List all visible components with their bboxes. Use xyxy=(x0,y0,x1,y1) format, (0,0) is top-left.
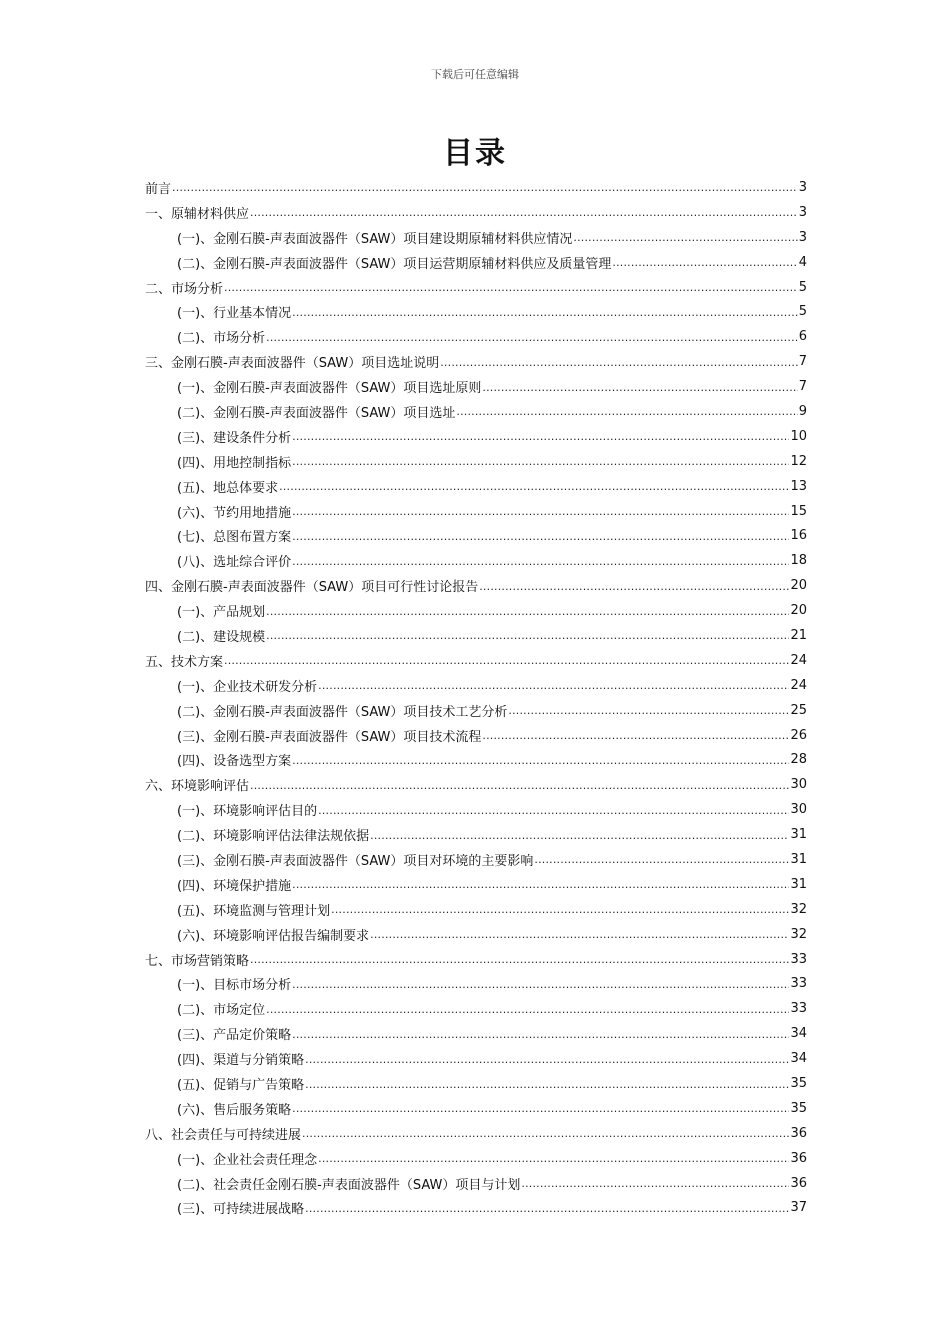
toc-entry[interactable] xyxy=(145,424,807,449)
toc-dot-leader xyxy=(482,728,789,742)
toc-page-number: 3 xyxy=(798,179,807,195)
toc-entry-text: (五)、促销与广告策略 xyxy=(177,1078,305,1093)
toc-entry[interactable] xyxy=(145,623,807,648)
toc-dot-leader xyxy=(331,902,789,916)
toc-entry[interactable] xyxy=(145,399,807,424)
toc-entry-text: 四、金刚石膜-声表面波器件（SAW）项目可行性讨论报告 xyxy=(145,580,479,596)
toc-page-number: 33 xyxy=(790,1001,807,1017)
toc-entry-text: (四)、设备选型方案 xyxy=(177,754,292,770)
toc-entry-text: (三)、产品定价策略 xyxy=(177,1028,292,1044)
toc-entry[interactable] xyxy=(145,897,807,922)
toc-dot-leader xyxy=(305,1077,789,1091)
toc-page-number: 9 xyxy=(798,403,807,419)
toc-entry-text: (二)、金刚石膜-声表面波器件（SAW）项目选址 xyxy=(177,405,456,421)
toc-entry[interactable] xyxy=(145,474,807,499)
toc-entry[interactable] xyxy=(145,1021,807,1046)
toc-entry-text: 前言 xyxy=(145,181,172,197)
toc-entry-text: (二)、金刚石膜-声表面波器件（SAW）项目技术工艺分析 xyxy=(177,704,508,720)
toc-entry-text: 五、技术方案 xyxy=(145,654,224,670)
toc-entry[interactable] xyxy=(145,1046,807,1071)
toc-dot-leader xyxy=(370,828,789,842)
toc-dot-leader xyxy=(305,1201,789,1215)
toc-entry[interactable] xyxy=(145,723,807,748)
toc-entry[interactable] xyxy=(145,499,807,524)
toc-entry[interactable] xyxy=(145,1121,807,1146)
toc-entry-text: 六、环境影响评估 xyxy=(145,779,250,795)
toc-entry-text: (一)、目标市场分析 xyxy=(177,978,292,994)
toc-page-number: 20 xyxy=(790,603,807,619)
toc-page-number: 24 xyxy=(790,652,807,668)
toc-entry[interactable] xyxy=(145,598,807,623)
toc-page-number: 5 xyxy=(798,279,807,295)
toc-dot-leader xyxy=(292,454,789,468)
toc-entry-text: (三)、建设条件分析 xyxy=(177,430,292,446)
toc-entry-text: (一)、企业技术研发分析 xyxy=(177,679,318,695)
toc-entry[interactable] xyxy=(145,1171,807,1196)
toc-page-number: 34 xyxy=(790,1026,807,1042)
toc-page-number: 7 xyxy=(798,379,807,395)
toc-entry-text: (六)、环境影响评估报告编制要求 xyxy=(177,928,370,944)
toc-entry-text: (五)、环境监测与管理计划 xyxy=(177,903,331,919)
toc-dot-leader xyxy=(172,180,798,194)
toc-page-number: 35 xyxy=(790,1100,807,1116)
toc-entry[interactable] xyxy=(145,1146,807,1171)
toc-page-number: 36 xyxy=(790,1125,807,1141)
toc-page-number: 32 xyxy=(790,901,807,917)
toc-page-number: 33 xyxy=(790,951,807,967)
toc-dot-leader xyxy=(302,1126,789,1140)
toc-entry[interactable] xyxy=(145,872,807,897)
toc-page-number: 34 xyxy=(790,1051,807,1067)
toc-entry[interactable] xyxy=(145,225,807,250)
toc-dot-leader xyxy=(612,255,797,269)
toc-dot-leader xyxy=(508,703,789,717)
toc-dot-leader xyxy=(250,778,789,792)
toc-page-number: 30 xyxy=(790,777,807,793)
toc-entry[interactable] xyxy=(145,374,807,399)
toc-dot-leader xyxy=(266,1002,789,1016)
toc-page-number: 4 xyxy=(798,254,807,270)
toc-page-number: 20 xyxy=(790,578,807,594)
toc-entry[interactable] xyxy=(145,523,807,548)
toc-entry-text: (二)、市场分析 xyxy=(177,331,266,347)
page-header: 下载后可任意编辑 xyxy=(431,68,519,81)
toc-entry-text: (四)、用地控制指标 xyxy=(177,455,292,471)
toc-dot-leader xyxy=(521,1176,789,1190)
toc-entry-text: (八)、选址综合评价 xyxy=(177,555,292,571)
toc-entry-text: (三)、可持续进展战略 xyxy=(177,1202,305,1218)
toc-entry[interactable] xyxy=(145,175,807,200)
toc-entry-text: (一)、产品规划 xyxy=(177,605,266,621)
toc-entry[interactable] xyxy=(145,299,807,324)
toc-dot-leader xyxy=(479,579,789,593)
toc-page-number: 12 xyxy=(790,453,807,469)
toc-entry-text: 一、原辅材料供应 xyxy=(145,206,250,222)
toc-entry-text: (一)、金刚石膜-声表面波器件（SAW）项目建设期原辅材料供应情况 xyxy=(177,231,573,247)
toc-page-number: 37 xyxy=(790,1200,807,1216)
toc-entry[interactable] xyxy=(145,324,807,349)
toc-entry[interactable] xyxy=(145,698,807,723)
toc-entry-text: (六)、售后服务策略 xyxy=(177,1102,292,1118)
toc-entry[interactable] xyxy=(145,922,807,947)
toc-dot-leader xyxy=(250,952,789,966)
toc-entry-text: (五)、地总体要求 xyxy=(177,480,279,496)
toc-entry[interactable] xyxy=(145,747,807,772)
toc-dot-leader xyxy=(224,280,798,294)
toc-dot-leader xyxy=(292,504,789,518)
table-of-contents xyxy=(145,175,807,1220)
toc-page-number: 18 xyxy=(790,553,807,569)
toc-page-number: 10 xyxy=(790,428,807,444)
toc-page-number: 3 xyxy=(798,229,807,245)
toc-dot-leader xyxy=(292,429,789,443)
toc-entry[interactable] xyxy=(145,1196,807,1221)
toc-entry[interactable] xyxy=(145,1096,807,1121)
toc-entry-text: 三、金刚石膜-声表面波器件（SAW）项目选址说明 xyxy=(145,356,440,372)
toc-entry[interactable] xyxy=(145,648,807,673)
toc-entry-text: (一)、环境影响评估目的 xyxy=(177,804,318,820)
toc-dot-leader xyxy=(266,604,789,618)
toc-dot-leader xyxy=(456,404,797,418)
toc-entry[interactable] xyxy=(145,1071,807,1096)
toc-entry-text: (二)、环境影响评估法律法规依据 xyxy=(177,829,370,845)
toc-dot-leader xyxy=(292,753,789,767)
toc-entry-text: (四)、渠道与分销策略 xyxy=(177,1053,305,1069)
toc-entry[interactable] xyxy=(145,772,807,797)
toc-page-number: 36 xyxy=(790,1175,807,1191)
toc-entry-text: (二)、社会责任金刚石膜-声表面波器件（SAW）项目与计划 xyxy=(177,1177,521,1193)
toc-dot-leader xyxy=(292,1027,789,1041)
toc-page-number: 31 xyxy=(790,851,807,867)
toc-page-number: 28 xyxy=(790,752,807,768)
toc-entry-text: (四)、环境保护措施 xyxy=(177,878,292,894)
toc-entry[interactable] xyxy=(145,996,807,1021)
toc-dot-leader xyxy=(266,330,798,344)
toc-page-number: 33 xyxy=(790,976,807,992)
toc-dot-leader xyxy=(292,554,789,568)
toc-page-number: 31 xyxy=(790,876,807,892)
toc-entry[interactable] xyxy=(145,972,807,997)
toc-page-number: 3 xyxy=(798,204,807,220)
toc-entry-text: 七、市场营销策略 xyxy=(145,953,250,969)
toc-page-number: 26 xyxy=(790,727,807,743)
toc-entry-text: (一)、行业基本情况 xyxy=(177,306,292,322)
toc-dot-leader xyxy=(305,1052,789,1066)
toc-entry[interactable] xyxy=(145,548,807,573)
toc-entry[interactable] xyxy=(145,275,807,300)
toc-page-number: 35 xyxy=(790,1076,807,1091)
toc-entry-text: (二)、金刚石膜-声表面波器件（SAW）项目运营期原辅材料供应及质量管理 xyxy=(177,256,612,272)
toc-page-number: 5 xyxy=(798,304,807,320)
toc-dot-leader xyxy=(573,230,797,244)
toc-dot-leader xyxy=(318,1151,789,1165)
toc-dot-leader xyxy=(292,977,789,991)
toc-dot-leader xyxy=(318,678,789,692)
toc-entry-text: (三)、金刚石膜-声表面波器件（SAW）项目对环境的主要影响 xyxy=(177,853,534,869)
toc-entry-text: 八、社会责任与可持续进展 xyxy=(145,1127,302,1143)
toc-page-number: 32 xyxy=(790,926,807,942)
toc-entry[interactable] xyxy=(145,250,807,275)
toc-page-number: 6 xyxy=(798,329,807,345)
toc-page-number: 16 xyxy=(790,528,807,544)
toc-dot-leader xyxy=(266,628,789,642)
toc-entry[interactable] xyxy=(145,797,807,822)
toc-dot-leader xyxy=(482,380,797,394)
toc-entry[interactable] xyxy=(145,822,807,847)
toc-page-number: 25 xyxy=(790,702,807,718)
toc-dot-leader xyxy=(279,479,789,493)
toc-entry-text: 二、市场分析 xyxy=(145,281,224,297)
toc-entry[interactable] xyxy=(145,573,807,598)
toc-entry-text: (六)、节约用地措施 xyxy=(177,505,292,521)
toc-entry[interactable] xyxy=(145,847,807,872)
toc-entry[interactable] xyxy=(145,673,807,698)
toc-entry-text: (一)、企业社会责任理念 xyxy=(177,1152,318,1168)
toc-dot-leader xyxy=(440,355,797,369)
toc-title: 目录 xyxy=(443,136,507,171)
toc-dot-leader xyxy=(292,1101,789,1115)
toc-entry-text: (二)、建设规模 xyxy=(177,629,266,645)
toc-entry[interactable] xyxy=(145,947,807,972)
toc-entry[interactable] xyxy=(145,449,807,474)
toc-entry-text: (一)、金刚石膜-声表面波器件（SAW）项目选址原则 xyxy=(177,381,482,397)
toc-dot-leader xyxy=(370,927,789,941)
toc-dot-leader xyxy=(292,529,789,543)
toc-dot-leader xyxy=(318,803,789,817)
toc-dot-leader xyxy=(534,852,789,866)
toc-page-number: 30 xyxy=(790,802,807,818)
toc-entry-text: (三)、金刚石膜-声表面波器件（SAW）项目技术流程 xyxy=(177,729,482,745)
toc-dot-leader xyxy=(250,205,798,219)
toc-page-number: 7 xyxy=(798,354,807,370)
toc-entry-text: (七)、总图布置方案 xyxy=(177,530,292,546)
toc-page-number: 15 xyxy=(790,503,807,519)
toc-dot-leader xyxy=(292,877,789,891)
toc-entry[interactable] xyxy=(145,200,807,225)
toc-page-number: 13 xyxy=(790,478,807,494)
toc-dot-leader xyxy=(224,653,789,667)
toc-entry-text: (二)、市场定位 xyxy=(177,1003,266,1019)
toc-page-number: 24 xyxy=(790,677,807,693)
toc-page-number: 36 xyxy=(790,1150,807,1166)
toc-page-number: 31 xyxy=(790,827,807,843)
toc-dot-leader xyxy=(292,305,798,319)
toc-entry[interactable] xyxy=(145,349,807,374)
toc-page-number: 21 xyxy=(790,627,807,643)
